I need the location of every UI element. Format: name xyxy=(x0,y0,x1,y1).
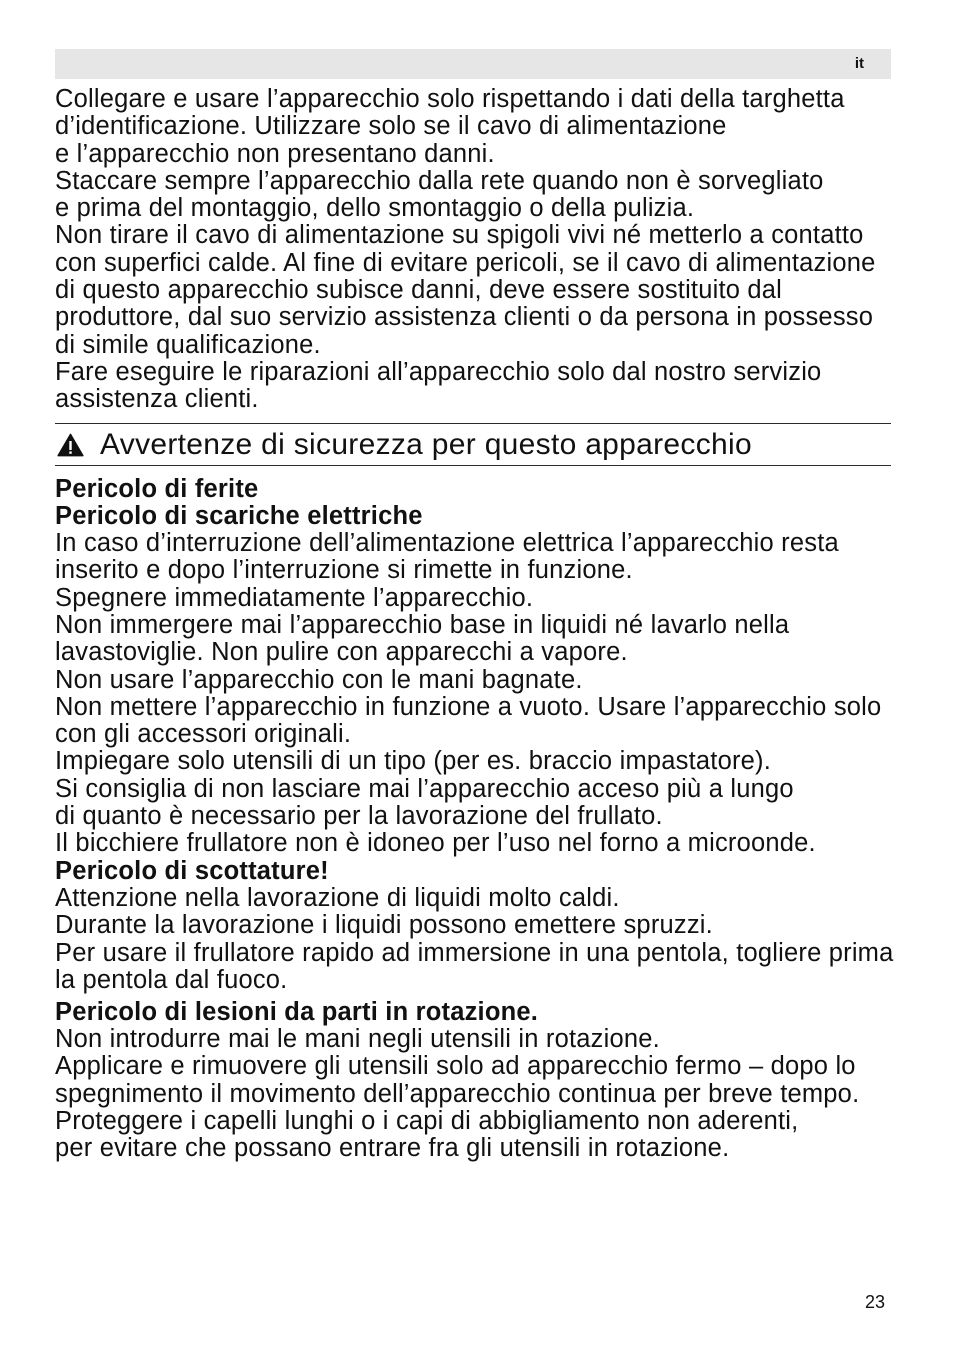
intro-paragraph xyxy=(55,86,875,168)
safety-paragraph xyxy=(55,530,894,585)
safety-paragraph xyxy=(55,1108,894,1163)
paragraph-line: Per usare il frullatore rapido ad immersione in una pentola, togliere prima xyxy=(55,938,894,967)
safety-paragraph xyxy=(55,585,894,612)
paragraph-line: Si consiglia di non lasciare mai l’apparecchio acceso più a lungo xyxy=(55,774,794,803)
paragraph-line: Spegnere immediatamente l’apparecchio. xyxy=(55,583,534,612)
paragraph-line: con superfici calde. Al fine di evitare pericoli, se il cavo di alimentazione xyxy=(55,248,876,277)
safety-paragraph xyxy=(55,830,894,857)
paragraph-line: di quanto è necessario per la lavorazione del frullato. xyxy=(55,802,663,831)
safety-paragraph xyxy=(55,1026,894,1053)
paragraph-line: Attenzione nella lavorazione di liquidi molto caldi. xyxy=(55,883,620,912)
paragraph-line: In caso d’interruzione dell’alimentazione elettrica l’apparecchio resta xyxy=(55,529,839,558)
paragraph-line: spegnimento il movimento dell’apparecchio continua per breve tempo. xyxy=(55,1079,860,1108)
section-rule-bottom xyxy=(55,465,891,466)
section-body xyxy=(55,476,894,1163)
paragraph-line: Non usare l’apparecchio con le mani bagnate. xyxy=(55,665,583,694)
hazard-group xyxy=(55,999,894,1163)
paragraph-line: Non introdurre mai le mani negli utensili in rotazione. xyxy=(55,1024,660,1053)
paragraph-line: per evitare che possano entrare fra gli utensili in rotazione. xyxy=(55,1134,730,1163)
language-header-bar xyxy=(55,49,891,79)
page-number: 23 xyxy=(864,1292,885,1312)
language-code: it xyxy=(854,55,864,72)
paragraph-line: produttore, dal suo servizio assistenza clienti o da persona in possesso xyxy=(55,303,874,332)
paragraph-line: di simile qualificazione. xyxy=(55,330,321,359)
paragraph-line: Impiegare solo utensili di un tipo (per es. braccio impastatore). xyxy=(55,747,772,776)
paragraph-line: di questo apparecchio subisce danni, deve essere sostituito dal xyxy=(55,276,783,305)
safety-paragraph xyxy=(55,748,894,775)
intro-paragraph xyxy=(55,222,875,358)
hazard-heading: Pericolo di lesioni da parti in rotazione. xyxy=(55,997,539,1026)
paragraph-line: assistenza clienti. xyxy=(55,385,259,414)
paragraph-line: Durante la lavorazione i liquidi possono emettere spruzzi. xyxy=(55,911,713,940)
warning-triangle-icon xyxy=(57,433,84,457)
paragraph-line: Il bicchiere frullatore non è idoneo per l’uso nel forno a microonde. xyxy=(55,829,816,858)
safety-paragraph xyxy=(55,940,894,995)
hazard-group xyxy=(55,858,894,994)
paragraph-line: Applicare e rimuovere gli utensili solo ad apparecchio fermo – dopo lo xyxy=(55,1052,856,1081)
paragraph-line: Fare eseguire le riparazioni all’apparecchio solo dal nostro servizio xyxy=(55,357,822,386)
paragraph-line: Staccare sempre l’apparecchio dalla rete quando non è sorvegliato xyxy=(55,166,824,195)
hazard-heading: Pericolo di ferite xyxy=(55,474,259,503)
intro-paragraph xyxy=(55,168,875,223)
paragraph-line: Non mettere l’apparecchio in funzione a vuoto. Usare l’apparecchio solo xyxy=(55,692,882,721)
paragraph-line: e prima del montaggio, dello smontaggio o della pulizia. xyxy=(55,194,695,223)
safety-paragraph xyxy=(55,694,894,749)
paragraph-line: d’identificazione. Utilizzare solo se il cavo di alimentazione xyxy=(55,112,727,141)
safety-paragraph xyxy=(55,1053,894,1108)
paragraph-line: Collegare e usare l’apparecchio solo rispettando i dati della targhetta xyxy=(55,85,845,113)
safety-paragraph xyxy=(55,612,894,667)
safety-paragraph xyxy=(55,885,894,912)
hazard-heading: Pericolo di scottature! xyxy=(55,856,329,885)
safety-paragraph xyxy=(55,667,894,694)
hazard-heading: Pericolo di scariche elettriche xyxy=(55,501,423,530)
intro-paragraph xyxy=(55,359,875,414)
paragraph-line: e l’apparecchio non presentano danni. xyxy=(55,139,495,168)
paragraph-line: Non immergere mai l’apparecchio base in liquidi né lavarlo nella xyxy=(55,610,790,639)
paragraph-line: con gli accessori originali. xyxy=(55,720,352,749)
intro-text xyxy=(55,86,875,414)
hazard-group xyxy=(55,476,894,858)
paragraph-line: la pentola dal fuoco. xyxy=(55,965,288,994)
safety-paragraph xyxy=(55,912,894,939)
paragraph-line: Proteggere i capelli lunghi o i capi di abbigliamento non aderenti, xyxy=(55,1106,799,1135)
section-heading xyxy=(55,424,891,465)
paragraph-line: Non tirare il cavo di alimentazione su spigoli vivi né metterlo a contatto xyxy=(55,221,864,250)
paragraph-line: lavastoviglie. Non pulire con apparecchi a vapore. xyxy=(55,638,628,667)
paragraph-line: inserito e dopo l’interruzione si rimette in funzione. xyxy=(55,556,633,585)
section-title: Avvertenze di sicurezza per questo apparecchio xyxy=(100,428,752,461)
safety-paragraph xyxy=(55,776,894,831)
